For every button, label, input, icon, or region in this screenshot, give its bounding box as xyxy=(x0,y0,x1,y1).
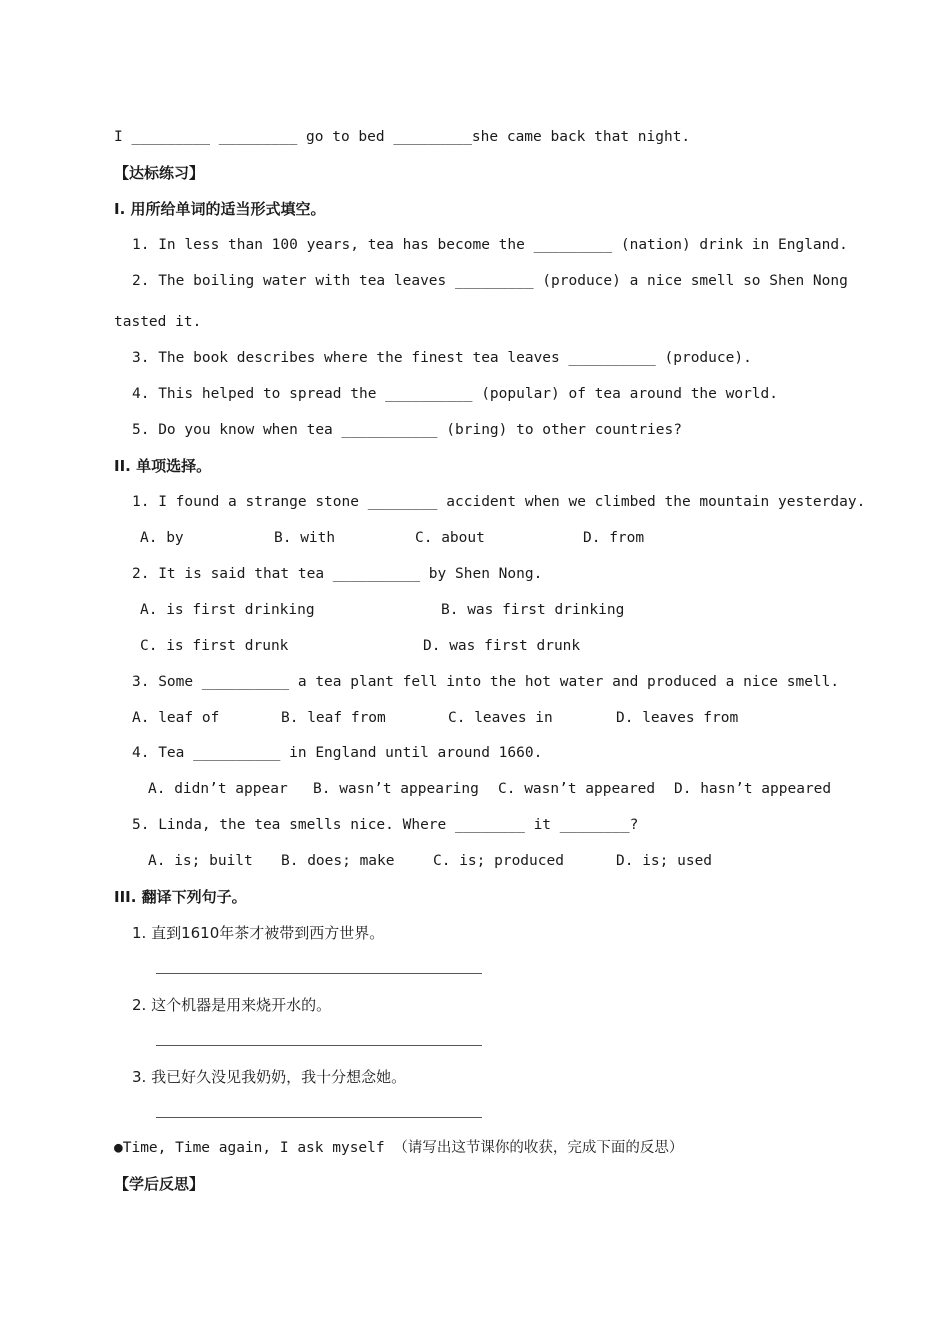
part2-q1-option-b: B. with xyxy=(274,530,336,546)
part2-q5-option-b: B. does; make xyxy=(281,853,395,869)
part2-q1-option-c: C. about xyxy=(415,530,485,546)
section-reflection-heading: 【学后反思】 xyxy=(114,1175,205,1193)
part2-question-3: 3. Some __________ a tea plant fell into the hot water and produced a nice smell. xyxy=(132,674,840,690)
section-practice-heading: 【达标练习】 xyxy=(114,164,205,182)
part3-title: III. 翻译下列句子。 xyxy=(114,888,247,906)
part2-q2-option-c: C. is first drunk xyxy=(140,638,289,654)
part2-q3-option-a: A. leaf of xyxy=(132,710,220,726)
part2-q4-option-c: C. wasn’t appeared xyxy=(498,781,656,797)
part1-question-5: 5. Do you know when tea ___________ (bring) to other countries? xyxy=(132,422,682,438)
part1-question-3: 3. The book describes where the finest tea leaves __________ (produce). xyxy=(132,350,752,366)
part2-q3-option-b: B. leaf from xyxy=(281,710,386,726)
part1-question-2-continued: tasted it. xyxy=(114,314,202,330)
part1-question-2: 2. The boiling water with tea leaves _________ (produce) a nice smell so Shen Nong xyxy=(132,273,848,289)
answer-line-2[interactable] xyxy=(156,1045,482,1046)
part2-question-4: 4. Tea __________ in England until around 1660. xyxy=(132,745,543,761)
reflection-prompt: ●Time, Time again, I ask myself （请写出这节课你的收获，完成下面的反思） xyxy=(114,1140,684,1156)
part2-q4-option-a: A. didn’t appear xyxy=(148,781,288,797)
part2-q4-option-d: D. hasn’t appeared xyxy=(674,781,832,797)
part2-question-5: 5. Linda, the tea smells nice. Where ________ it ________? xyxy=(132,817,639,833)
part1-question-1: 1. In less than 100 years, tea has become the _________ (nation) drink in England. xyxy=(132,237,848,253)
part2-q3-option-c: C. leaves in xyxy=(448,710,553,726)
part3-question-3: 3. 我已好久没见我奶奶，我十分想念她。 xyxy=(132,1068,407,1086)
intro-line: I _________ _________ go to bed _________she came back that night. xyxy=(114,129,691,145)
part2-q2-option-d: D. was first drunk xyxy=(423,638,581,654)
answer-line-3[interactable] xyxy=(156,1117,482,1118)
part2-q1-option-a: A. by xyxy=(140,530,184,546)
part3-question-1: 1. 直到1610年茶才被带到西方世界。 xyxy=(132,924,385,942)
part2-q3-option-d: D. leaves from xyxy=(616,710,739,726)
part1-title: I. 用所给单词的适当形式填空。 xyxy=(114,200,326,218)
part2-q5-option-c: C. is; produced xyxy=(433,853,564,869)
part2-q1-option-d: D. from xyxy=(583,530,645,546)
part2-q5-option-a: A. is; built xyxy=(148,853,253,869)
part2-q4-option-b: B. wasn’t appearing xyxy=(313,781,479,797)
part2-title: II. 单项选择。 xyxy=(114,457,212,475)
answer-line-1[interactable] xyxy=(156,973,482,974)
part2-q5-option-d: D. is; used xyxy=(616,853,713,869)
part3-question-2: 2. 这个机器是用来烧开水的。 xyxy=(132,996,332,1014)
part2-q2-option-b: B. was first drinking xyxy=(441,602,625,618)
part2-question-1: 1. I found a strange stone ________ accident when we climbed the mountain yesterday. xyxy=(132,494,866,510)
part2-q2-option-a: A. is first drinking xyxy=(140,602,315,618)
part1-question-4: 4. This helped to spread the __________ (popular) of tea around the world. xyxy=(132,386,779,402)
part2-question-2: 2. It is said that tea __________ by Shen Nong. xyxy=(132,566,543,582)
